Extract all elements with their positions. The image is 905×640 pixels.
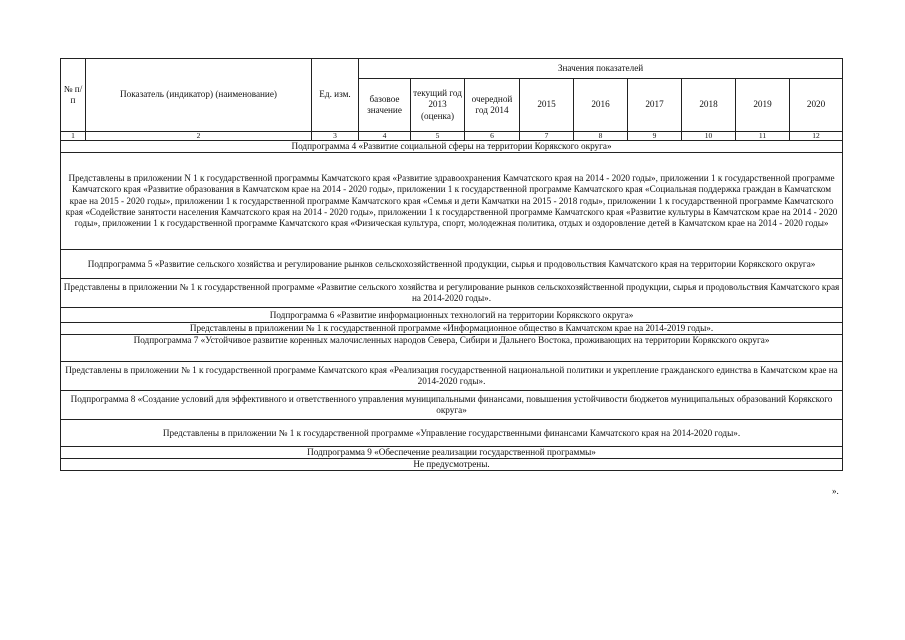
- indicators-table: [60, 58, 843, 471]
- header-year: 2020: [790, 79, 843, 132]
- subprogram-7-title: Подпрограмма 7 «Устойчивое развитие коренных малочисленных народов Севера, Сибири и Дальнего Востока, проживающих на территории Корякского округа»: [61, 335, 843, 362]
- header-current: текущий год 2013 (оценка): [411, 79, 465, 132]
- column-number: 9: [628, 132, 682, 141]
- column-number: 2: [86, 132, 312, 141]
- subprogram-9-title: Подпрограмма 9 «Обеспечение реализации государственной программы»: [61, 447, 843, 459]
- header-indicator: Показатель (индикатор) (наименование): [86, 59, 312, 132]
- closing-mark: ».: [832, 486, 839, 496]
- column-number: 12: [790, 132, 843, 141]
- column-number: 11: [736, 132, 790, 141]
- subprogram-5-title: Подпрограмма 5 «Развитие сельского хозяйства и регулирование рынков сельскохозяйственной продукции, сырья и продовольствия Камчатского края на территории Корякского округа»: [61, 250, 843, 279]
- subprogram-4-title: Подпрограмма 4 «Развитие социальной сферы на территории Корякского округа»: [61, 141, 843, 153]
- subprogram-6-title: Подпрограмма 6 «Развитие информационных технологий на территории Корякского округа»: [61, 308, 843, 323]
- subprogram-9-note: Не предусмотрены.: [61, 459, 843, 471]
- subprogram-8-title: Подпрограмма 8 «Создание условий для эффективного и ответственного управления муниципальными финансами, повышения устойчивости бюджетов муниципальных образований Корякского округа»: [61, 391, 843, 420]
- header-year: 2019: [736, 79, 790, 132]
- header-year: 2018: [682, 79, 736, 132]
- header-unit: Ед. изм.: [312, 59, 359, 132]
- subprogram-7-note: Представлены в приложении № 1 к государственной программе Камчатского края «Реализация государственной национальной политики и укрепление гражданского единства в Камчатском крае на 2014-2020 годы».: [61, 362, 843, 391]
- subprogram-8-note: Представлены в приложении № 1 к государственной программе «Управление государственными финансами Камчатского края на 2014-2020 годы».: [61, 420, 843, 447]
- header-year: 2017: [628, 79, 682, 132]
- subprogram-5-note: Представлены в приложении № 1 к государственной программе «Развитие сельского хозяйства и регулирование рынков сельскохозяйственной продукции, сырья и продовольствия Камчатского края на 2014-2020 годы».: [61, 279, 843, 308]
- subprogram-6-note: Представлены в приложении № 1 к государственной программе «Информационное общество в Камчатском крае на 2014-2019 годы».: [61, 323, 843, 335]
- header-year: 2015: [520, 79, 574, 132]
- header-year: 2016: [574, 79, 628, 132]
- column-number: 5: [411, 132, 465, 141]
- column-number: 6: [465, 132, 520, 141]
- column-number: 7: [520, 132, 574, 141]
- header-values-group: Значения показателей: [359, 59, 843, 79]
- subprogram-4-note: Представлены в приложении N 1 к государственной программы Камчатского края «Развитие здравоохранения Камчатского края на 2014 - 2020 годы», приложении 1 к государственной программе Камчатского края «Развитие образования в Камчатском крае на 2014 - 2020 годы», приложении 1 к государственной программе Камчатского края «Социальная поддержка граждан в Камчатском крае на 2015 - 2020 годы», приложении 1 к государственной программе Камчатского края «Семья и дети Камчатки на 2015 - 2018 годы», приложении 1 к государственной программе Камчатского края «Содействие занятости населения Камчатского края на 2014 - 2020 годы», приложении 1 к государственной программе Камчатского края «Развитие культуры в Камчатском крае на 2014 - 2020 годы», приложении 1 к государственной программе Камчатского края «Физическая культура, спорт, молодежная политика, отдых и оздоровление детей в Камчатском крае на 2014 - 2020 годы»: [61, 153, 843, 250]
- column-number: 10: [682, 132, 736, 141]
- header-base: базовое значение: [359, 79, 411, 132]
- column-number: 8: [574, 132, 628, 141]
- header-num: № п/п: [61, 59, 86, 132]
- header-next: очередной год 2014: [465, 79, 520, 132]
- column-number: 1: [61, 132, 86, 141]
- column-number: 3: [312, 132, 359, 141]
- column-number: 4: [359, 132, 411, 141]
